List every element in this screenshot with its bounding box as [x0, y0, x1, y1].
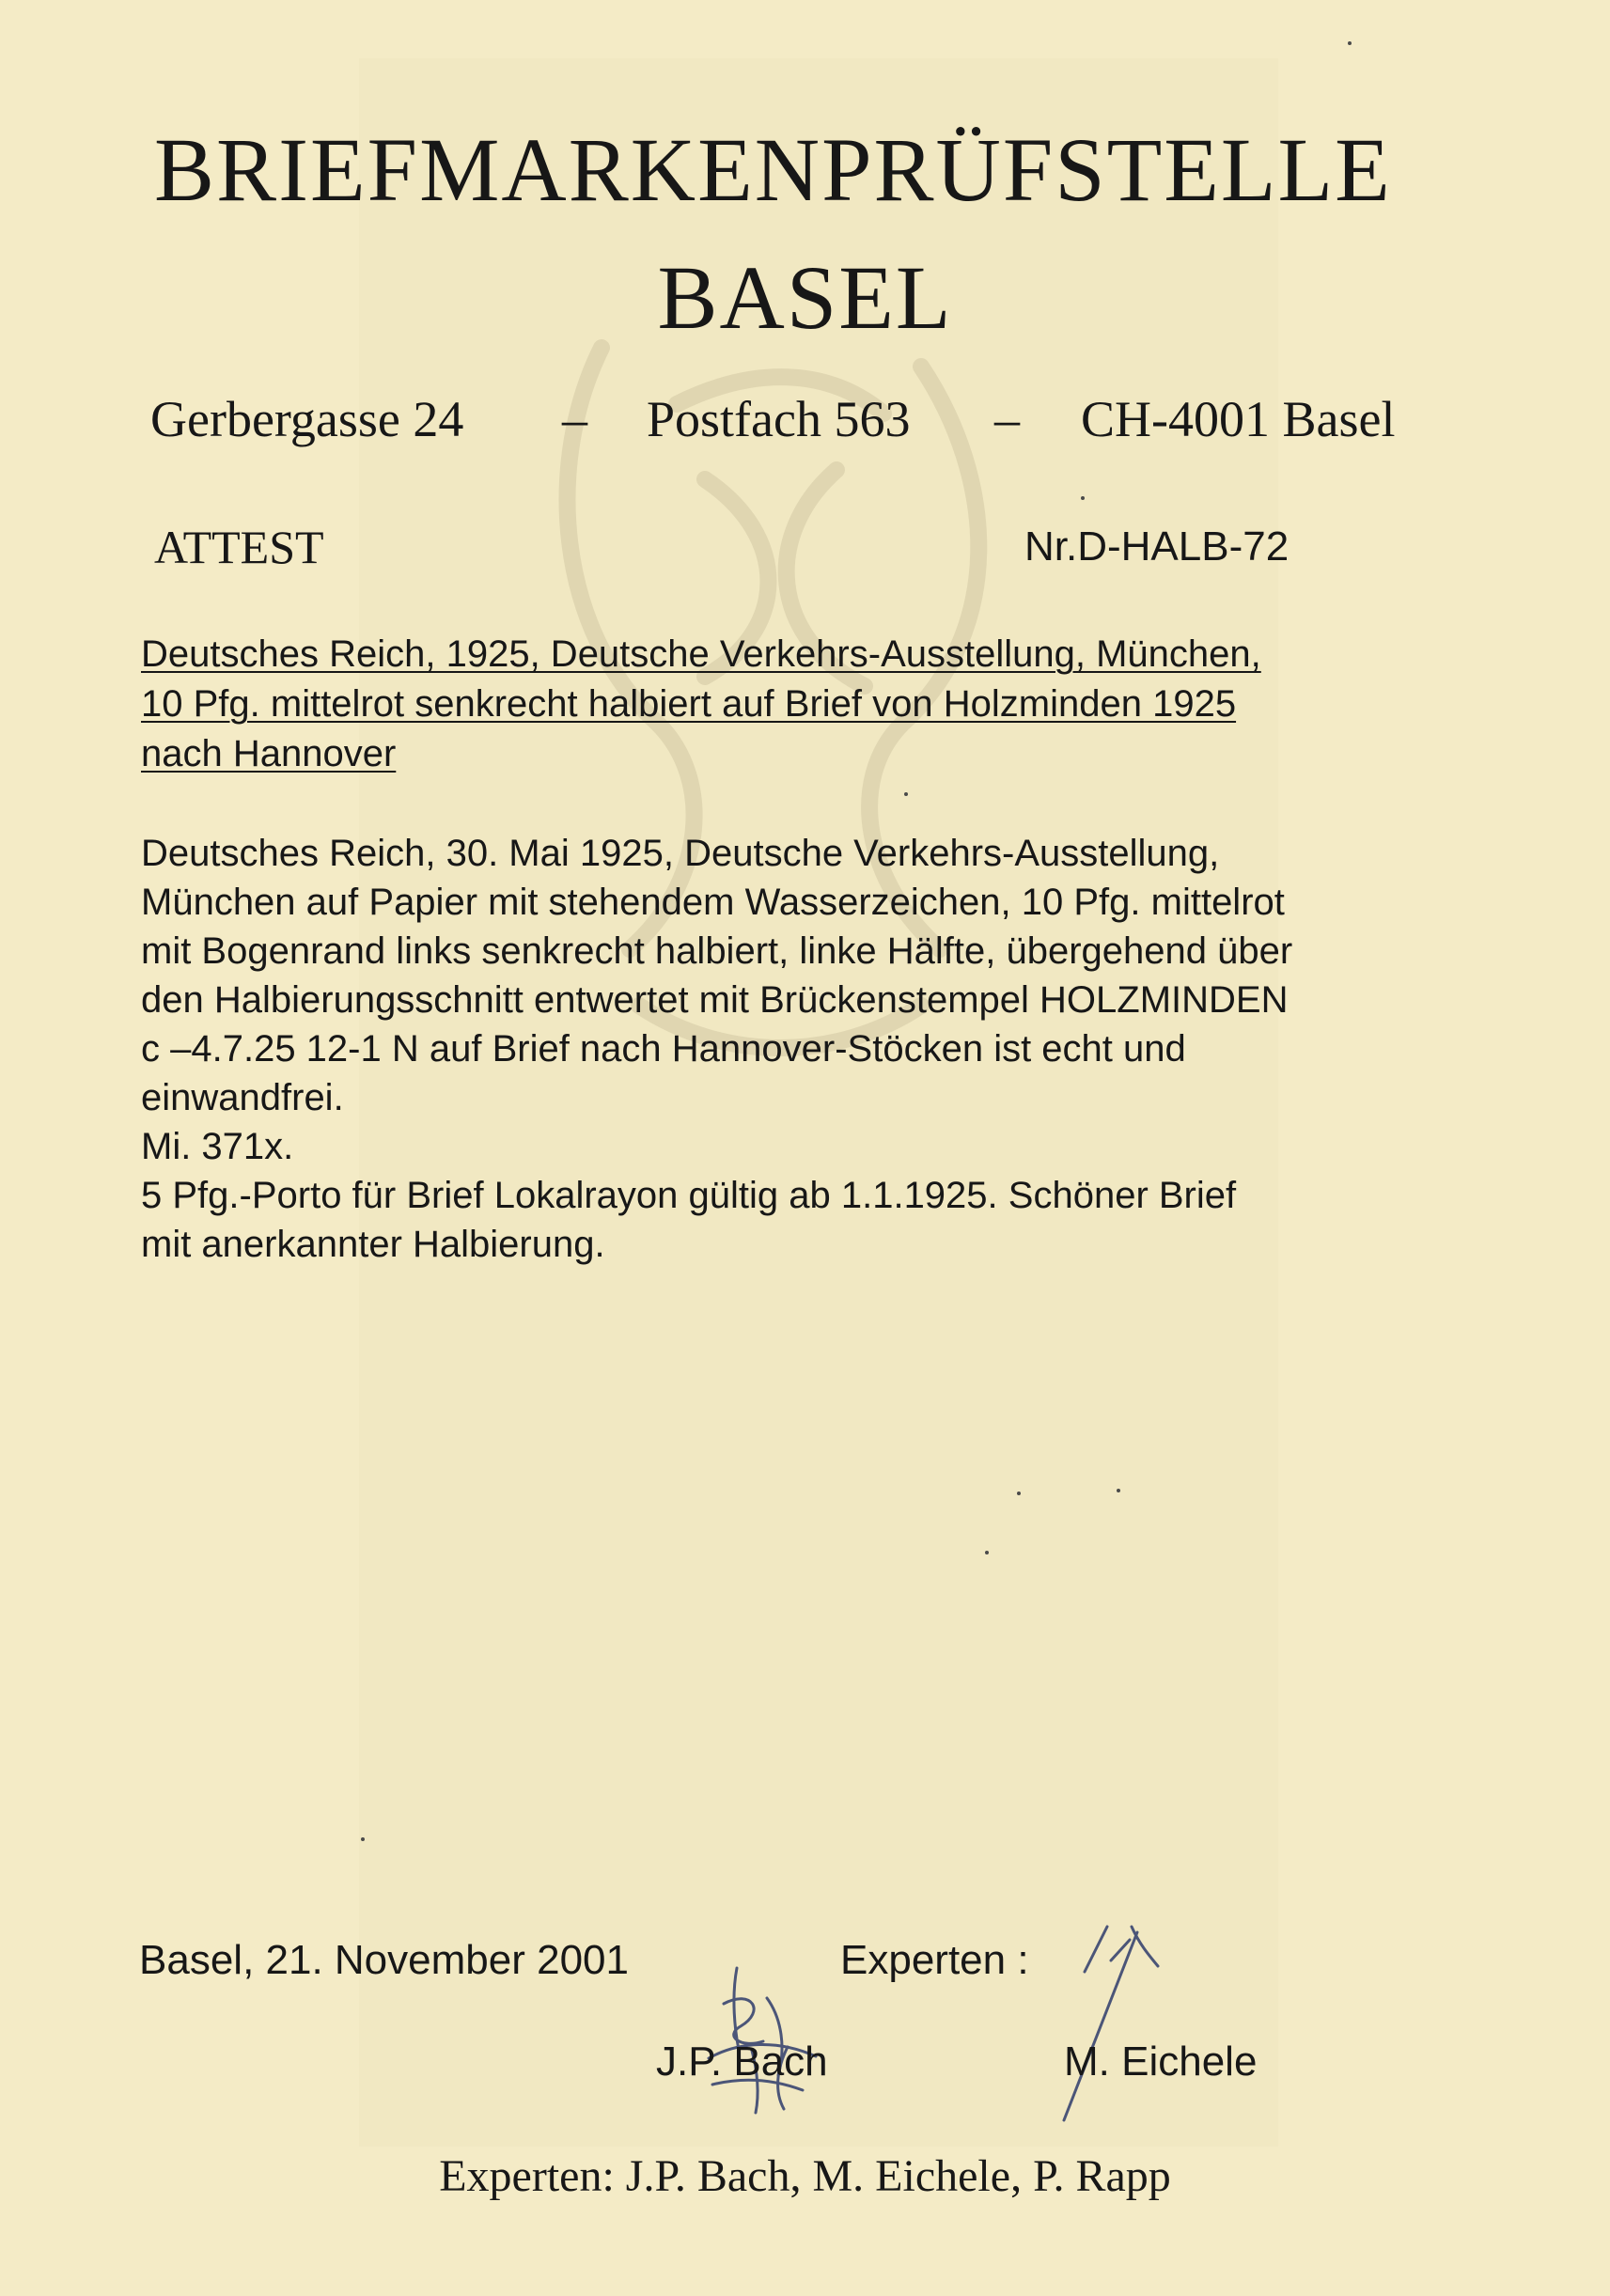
paper-speck — [1117, 1489, 1120, 1492]
description-line: den Halbierungsschnitt entwertet mit Brückenstempel HOLZMINDEN — [141, 979, 1289, 1021]
signature-eichele-icon — [1053, 1912, 1278, 2128]
subject-line: Deutsches Reich, 1925, Deutsche Verkehrs-Ausstellung, München, — [141, 633, 1261, 675]
paper-speck — [985, 1551, 989, 1554]
letterhead-city: BASEL — [657, 247, 953, 348]
attest-label: ATTEST — [154, 521, 324, 573]
address-postcode-city: CH-4001 Basel — [1081, 391, 1396, 447]
paper-speck — [361, 1837, 365, 1841]
experts-label: Experten : — [840, 1937, 1029, 1983]
description-line: Mi. 371x. — [141, 1126, 294, 1167]
description-line: einwandfrei. — [141, 1077, 344, 1118]
paper-speck — [1081, 496, 1085, 500]
place-date: Basel, 21. November 2001 — [139, 1937, 629, 1983]
description-line: Deutsches Reich, 30. Mai 1925, Deutsche Verkehrs-Ausstellung, — [141, 833, 1220, 874]
address-separator: – — [562, 391, 587, 447]
address-line — [150, 386, 1429, 452]
expert-eichele: M. Eichele — [1064, 2038, 1258, 2085]
subject-line: nach Hannover — [141, 733, 397, 774]
description-line: 5 Pfg.-Porto für Brief Lokalrayon gültig ab 1.1.1925. Schöner Brief — [141, 1175, 1237, 1216]
description-line: München auf Papier mit stehendem Wasserzeichen, 10 Pfg. mittelrot — [141, 882, 1285, 923]
footer-experts: Experten: J.P. Bach, M. Eichele, P. Rapp — [439, 2151, 1171, 2201]
certificate-description — [141, 829, 1476, 1269]
subject-heading — [141, 630, 1476, 779]
expert-bach: J.P. Bach — [656, 2038, 828, 2085]
letterhead-title: BRIEFMARKENPRÜFSTELLE — [154, 119, 1392, 220]
description-line: mit Bogenrand links senkrecht halbiert, linke Hälfte, übergehend über — [141, 930, 1293, 972]
address-street: Gerbergasse 24 — [150, 391, 464, 447]
paper-speck — [1348, 41, 1352, 45]
paper-speck — [1017, 1492, 1021, 1495]
address-separator: – — [994, 391, 1020, 447]
address-postbox: Postfach 563 — [647, 391, 911, 447]
description-line: mit anerkannter Halbierung. — [141, 1224, 605, 1265]
certificate-number: Nr.D-HALB-72 — [1024, 523, 1290, 570]
subject-line: 10 Pfg. mittelrot senkrecht halbiert auf Brief von Holzminden 1925 — [141, 683, 1237, 725]
paper-speck — [904, 792, 908, 796]
description-line: c –4.7.25 12-1 N auf Brief nach Hannover-Stöcken ist echt und — [141, 1028, 1186, 1070]
